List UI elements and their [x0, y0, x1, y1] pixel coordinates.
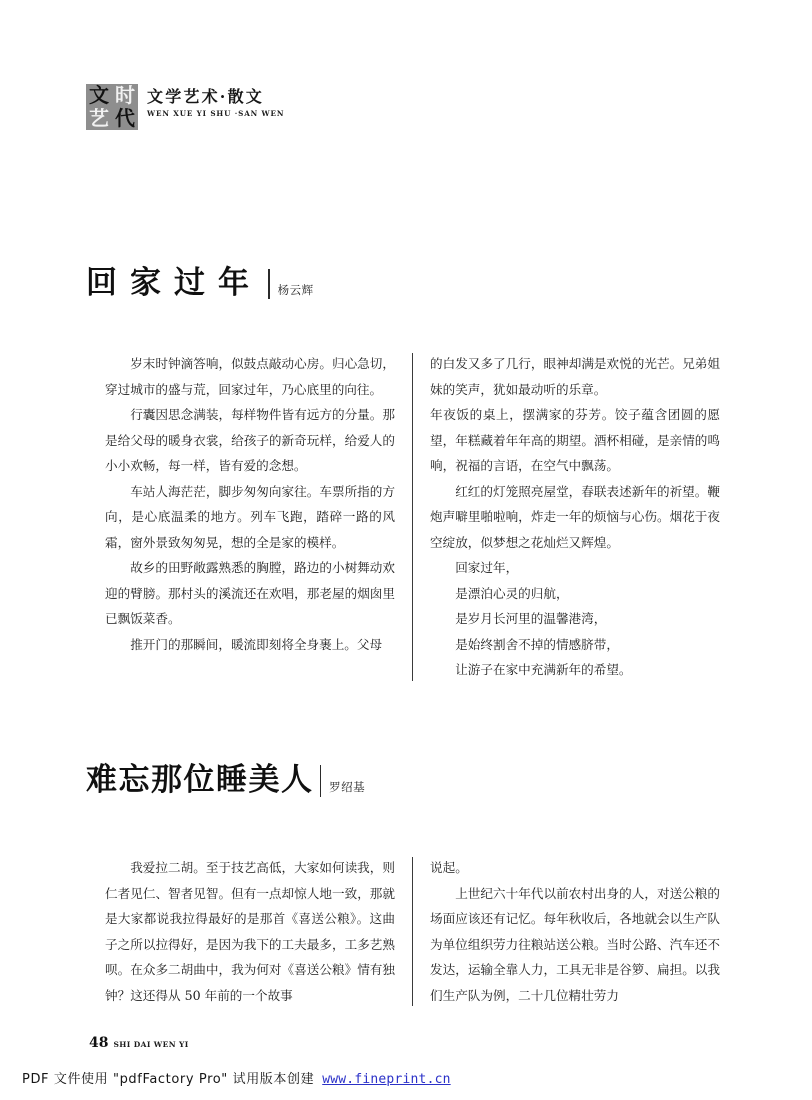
article-2-column-gap: [395, 855, 430, 1008]
article-2-columns: [0, 855, 812, 1008]
article-1-right-column: [430, 351, 720, 683]
paragraph: 年夜饭的桌上，摆满家的芬芳。饺子蕴含团圆的愿望，年糕藏着年年高的期望。酒杯相碰，是亲情的鸣响，祝福的言语，在空气中飘荡。: [430, 407, 720, 473]
paragraph: 行囊因思念满装，每样物件皆有远方的分量。那是给父母的暖身衣裳，给孩子的新奇玩样，给爱人的小小欢畅，每一样，皆有爱的念想。: [105, 407, 395, 473]
masthead-title-cn: 文学艺术·散文: [147, 87, 264, 106]
article-1-title: 回家过年: [86, 265, 262, 301]
paragraph: 车站人海茫茫，脚步匆匆向家往。车票所指的方向，是心底温柔的地方。列车飞跑，踏碎一路的风霜，窗外景致匆匆晃，想的全是家的模样。: [105, 483, 395, 550]
pdf-trial-notice: [22, 1068, 451, 1087]
paragraph: 我爱拉二胡。至于技艺高低，大家如何读我，则仁者见仁、智者见智。但有一点却惊人地一致，那就是大家都说我拉得最好的是那首《喜送公粮》。这曲子之所以拉得好，是因为我下的工夫最多，工多艺熟呗。在众多二胡曲中，我为何对《喜送公粮》情有独钟？这还得从 50 年前的一个故事: [105, 860, 395, 1003]
logo-char-2: 时: [115, 84, 135, 107]
logo-char-1: 文: [89, 84, 109, 107]
logo-char-3: 艺: [89, 106, 109, 130]
article-1-header: [0, 265, 812, 301]
publication-label: SHI DAI WEN YI: [113, 1040, 189, 1049]
article-1: [0, 265, 812, 683]
article-2-left-column: [105, 855, 395, 1008]
article-1-author: 杨云辉: [277, 283, 314, 297]
article-2: [0, 762, 812, 1008]
page-folio: [89, 1035, 189, 1051]
paragraph: 让游子在家中充满新年的希望。: [455, 662, 632, 677]
fineprint-link[interactable]: www.fineprint.cn: [322, 1072, 451, 1087]
masthead-title-en: WEN XUE YI SHU ·SAN WEN: [147, 109, 285, 118]
paragraph: 是岁月长河里的温馨港湾，: [455, 611, 607, 626]
paragraph: 红红的灯笼照亮屋堂，春联表述新年的祈望。鞭炮声噼里啪啦响，炸走一年的烦恼与心伤。烟花于夜空绽放，似梦想之花灿烂又辉煌。: [430, 483, 720, 550]
pdf-notice-text: PDF 文件使用 "pdfFactory Pro" 试用版本创建: [22, 1072, 315, 1087]
paragraph: 回家过年，: [455, 560, 519, 575]
article-1-left-column: [105, 351, 395, 683]
publication-logo-icon: [86, 84, 138, 130]
article-2-title-rule: [320, 765, 322, 797]
page-number: 48: [89, 1035, 109, 1051]
logo-char-4: 代: [115, 106, 135, 130]
paragraph: 上世纪六十年代以前农村出身的人，对送公粮的场面应该还有记忆。每年秋收后，各地就会以生产队为单位组织劳力往粮站送公粮。当时公路、汽车还不发达，运输全靠人力，工具无非是谷箩、扁担。以我们生产队为例，二十几位精壮劳力: [430, 885, 720, 1003]
article-2-author: 罗绍基: [329, 780, 366, 794]
paragraph: 的白发又多了几行，眼神却满是欢悦的光芒。兄弟姐妹的笑声，犹如最动听的乐章。: [430, 356, 720, 397]
masthead-text: [147, 84, 284, 119]
article-2-right-column: [430, 855, 720, 1008]
article-1-columns: [0, 351, 812, 683]
paragraph: 是始终割舍不掉的情感脐带，: [455, 636, 619, 652]
paragraph: 是漂泊心灵的归航，: [455, 585, 569, 601]
masthead: [86, 84, 284, 130]
paragraph: 岁末时钟滴答响，似鼓点敲动心房。归心急切，穿过城市的盛与荒，回家过年，乃心底里的向往。: [105, 356, 395, 397]
article-1-title-rule: [268, 269, 270, 299]
paragraph: 说起。: [430, 860, 468, 875]
article-2-header: [0, 762, 812, 798]
article-2-title: 难忘那位睡美人: [86, 762, 314, 798]
article-1-column-gap: [395, 351, 430, 683]
article-1-column-divider: [412, 353, 413, 681]
article-2-column-divider: [412, 857, 413, 1006]
paragraph: 推开门的那瞬间，暖流即刻将全身裹上。父母: [130, 636, 383, 652]
paragraph: 故乡的田野敞露熟悉的胸膛，路边的小树舞动欢迎的臂膀。那村头的溪流还在欢唱，那老屋的烟囱里已飘饭菜香。: [105, 560, 395, 626]
